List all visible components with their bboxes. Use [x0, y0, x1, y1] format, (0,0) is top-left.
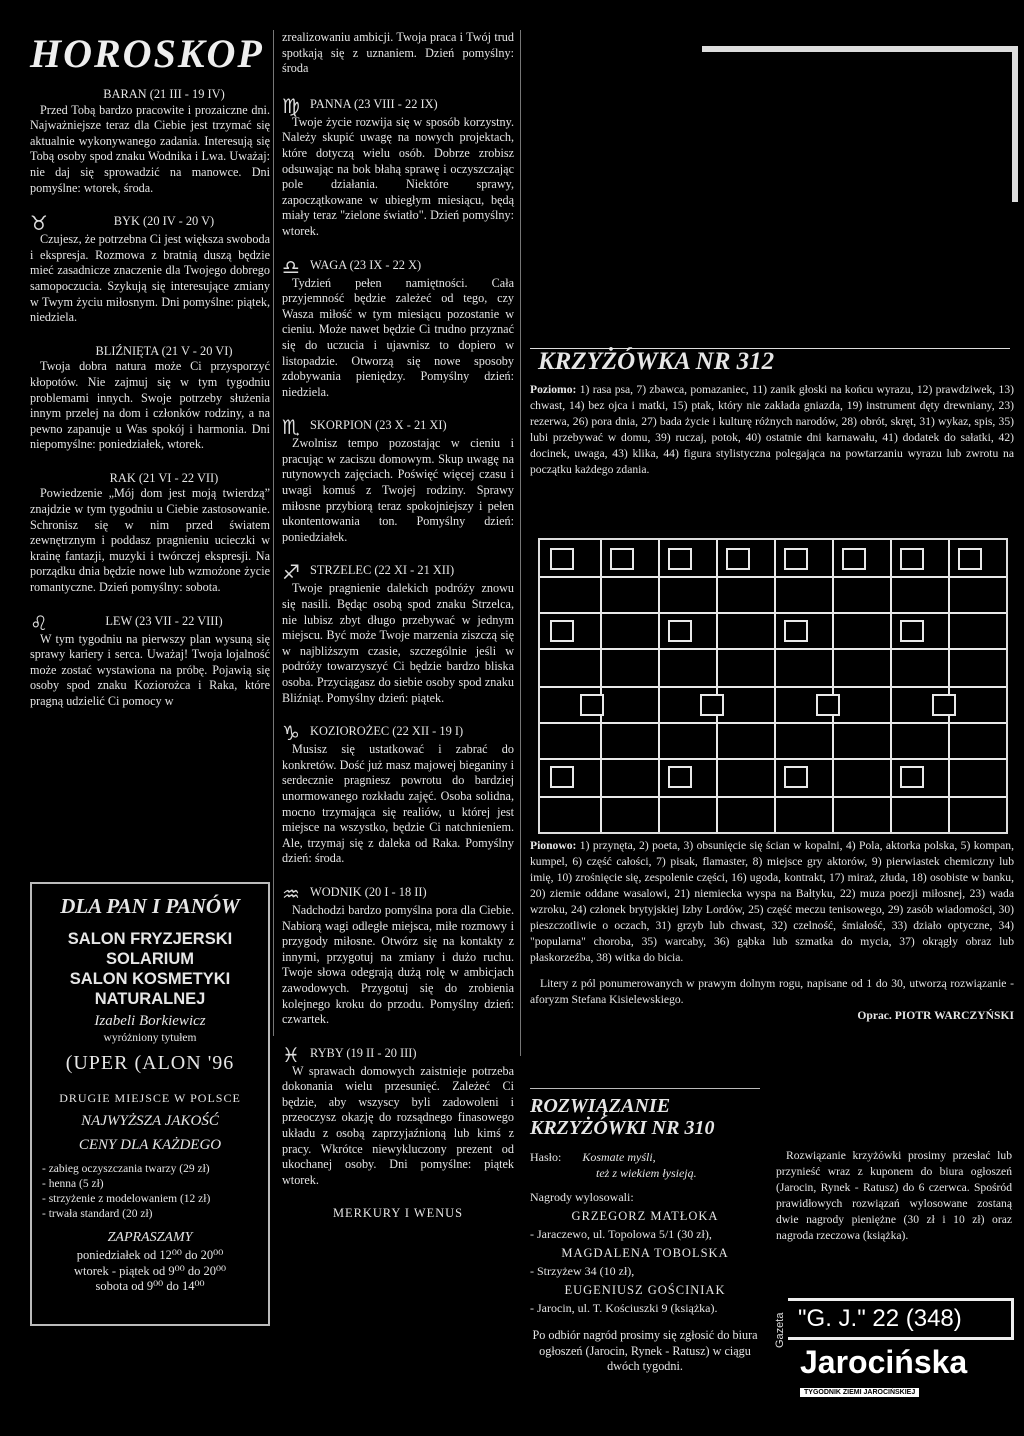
horoscope-entry [282, 415, 514, 545]
clues-down-label: Pionowo: [530, 839, 577, 852]
horoscope-text: Musisz się ustatkować i zabrać do konkretów. Dość już masz majowej bieganiny i serdecznie pragniesz powrotu do bardziej unormowanego rozkładu zajęć. Osoba solidna, mocno trzymająca się realiów, u której jest miejsce na wszystko, będzie Ci natchnieniem. Ale, trzymaj się z daleka od Raka. Pomyślny dzień: środa. [282, 742, 514, 866]
continued-text: zrealizowaniu ambicji. Twoja praca i Twój trud spotkają się z uznaniem. Dzień pomyślny: środa [282, 30, 514, 76]
horoscope-text: Powiedzenie „Mój dom jest moją twierdzą” znajdzie w tym tygodniu u Ciebie zastosowanie. Schronisz się w nim przed światem zewnętrznym i poddasz pragnieniu ucieczki w krainę fantazji, muzyki i twórczej ekspresji. Na porządku dnia będzie nowe lub wzmożone życie romantyczne. Dzień pomyślny: sobota. [30, 486, 270, 595]
send-instructions: Rozwiązanie krzyżówki prosimy przesłać lub przynieść wraz z kuponem do biura ogłoszeń (Jarocin, Rynek - Ratusz) do 6 czerwca. Spośród prawidłowych rozwiązań wylosowane zostaną dwie nagrody pieniężne (30 zł i 10 zł) oraz nagroda rzeczowa (książka). [776, 1149, 1012, 1242]
grid-line [540, 722, 1006, 724]
zodiac-sign-icon: ♉ [30, 211, 48, 236]
column-footer: MERKURY I WENUS [333, 1206, 463, 1221]
clues-down-text: 1) przynęta, 2) poeta, 3) obsunięcie się ścian w kopalni, 4) Pola, aktorka polska, 5) kompan, kumpel, 6) część całości, 7) pisak, flamaster, 8) miejsce gry aktorów, 9) pierwiastek chemiczny lub imię, 10) zrośnięcie się, zespolenie części, 16) ugoda, kontrakt, 17) miraż, złuda, 18) osobiste w banku, 20) ziemie oddane wasalowi, 21) niemiecka wyspa na Bałtyku, 22) muza poezji miłosnej, 23) wada wzroku, 24) członek brytyjskiej Izby Lordów, 25) część meczu tenisowego, 29) zasób wiadomości, 30) pieszczotliwie o oczach, 31) grzyb lub chwast, 32) czelność, śmiałość, 33) działo optyczne, 34) "popularna" choroba, 35) warcaby, 36) gąbka lub szmatka do mycia, 37) okrągły obraz lub płaskorzeźba, 38) witka do bicia. [530, 839, 1014, 964]
grid-cell[interactable] [726, 548, 750, 570]
grid-line [890, 540, 892, 832]
salon-advertisement [30, 882, 270, 1326]
grid-cell[interactable] [580, 694, 604, 716]
horoscope-header [282, 721, 514, 746]
zodiac-sign-icon: ♑ [282, 721, 300, 746]
grid-cell[interactable] [784, 620, 808, 642]
horoscope-entry [282, 560, 514, 706]
ad-service: - henna (5 zł) [42, 1178, 104, 1190]
newspaper-name: Jarocińska [800, 1344, 968, 1380]
winner-name: EUGENIUSZ GOŚCINIAK [564, 1283, 726, 1297]
ad-line: SALON KOSMETYKI [69, 970, 231, 988]
solution-title [530, 1088, 760, 1139]
ad-hours: poniedziałek od 12⁰⁰ do 20⁰⁰ [76, 1248, 224, 1262]
ad-hours: wtorek - piątek od 9⁰⁰ do 20⁰⁰ [74, 1263, 226, 1278]
horoscope-entry [30, 610, 270, 710]
column-rule [273, 30, 274, 1036]
horoscope-header [30, 87, 270, 103]
sign-name: WAGA (23 IX - 22 X) [310, 257, 422, 272]
grid-cell[interactable] [668, 620, 692, 642]
sign-name: RAK (21 VI - 22 VII) [109, 470, 219, 485]
solution-box [530, 1088, 760, 1375]
grid-line [658, 540, 660, 832]
sign-name: BARAN (21 III - 19 IV) [103, 87, 225, 101]
grid-cell[interactable] [784, 548, 808, 570]
horoscope-entry [282, 881, 514, 1028]
pickup-note: Po odbiór nagród prosimy się zgłosić do biura ogłoszeń (Jarocin, Rynek - Ratusz) w ciągu dwóch tygodni. [532, 1328, 758, 1374]
column-rule [520, 30, 521, 1056]
horoscope-entry [282, 254, 514, 401]
horoscope-entry [30, 471, 270, 596]
decorative-frame [702, 46, 1018, 202]
horoscope-entry [282, 721, 514, 867]
ad-service: - zabieg oczyszczania twarzy (29 zł) [42, 1163, 210, 1175]
zodiac-sign-icon: ♐ [282, 560, 300, 585]
sign-name: BYK (20 IV - 20 V) [113, 214, 215, 229]
grid-cell[interactable] [550, 548, 574, 570]
sign-name: KOZIOROŻEC (22 XII - 19 I) [310, 724, 464, 739]
horoscope-text: Twoja dobra natura może Ci przysporzyć kłopotów. Nie zajmuj się w tym tygodniu problemami innych. Swoje potrzeby służenia innym przelej na dom i członków rodziny, a na pewno zapanuje u Was spokój i harmonia. Dni niepomyślne: poniedziałek, wtorek. [30, 359, 270, 452]
horoscope-header [282, 1042, 514, 1067]
zodiac-sign-icon: ♓ [282, 1042, 300, 1067]
ad-place: DRUGIE MIEJSCE W POLSCE [59, 1091, 241, 1105]
grid-line [540, 576, 1006, 578]
zodiac-sign-icon: ♌ [30, 610, 48, 635]
ad-owner: Izabeli Borkiewicz [94, 1013, 206, 1029]
clues-across-text: 1) rasa psa, 7) zbawca, pomazaniec, 11) zanik głoski na końcu wyrazu, 12) prawdziwek, 13) chwast, 14) bez ojca i matki, 15) ptak, który nie zakłada gniazda, 19) instrument dęty drewniany, 23) rezerwa, 26) pora dnia, 27) bada życie i kulturę różnych narodów, 28) obrót, skręt, 31) wykaz, spis, 35) lubi przebywać w domu, 39) ruczaj, potok, 40) ostatnie dni karnawału, 41) dodatek do sałatki, 42) docinek, uwaga, 43) klika, 44) figura stylistyczna polegająca na powtarzaniu wyrazu lub zwrotu na początku każdego zdania. [530, 383, 1014, 476]
newspaper-subtitle: TYGODNIK ZIEMI JAROCIŃSKIEJ [800, 1388, 919, 1397]
winner-address: - Jaraczewo, ul. Topolowa 5/1 (30 zł), [530, 1227, 712, 1241]
horoscope-text: W tym tygodniu na pierwszy plan wysuną się sprawy kariery i serca. Uważaj! Twoja lojalność może zostać wystawiona na próbę. Pojawią się osoby spod znaku Koziorożca i Raka, które pragną udzielić Ci pomocy w [30, 631, 270, 708]
grid-cell[interactable] [610, 548, 634, 570]
zodiac-sign-icon: ♏ [282, 415, 300, 440]
grid-cell[interactable] [900, 766, 924, 788]
sign-name: RYBY (19 II - 20 III) [310, 1045, 417, 1060]
zodiac-sign-icon [30, 87, 58, 103]
grid-line [774, 540, 776, 832]
winner-address: - Strzyżew 34 (10 zł), [530, 1264, 635, 1278]
sign-name: PANNA (23 VIII - 22 IX) [310, 96, 438, 111]
horoscope-entry [30, 344, 270, 453]
issue-number: "G. J." 22 (348) [788, 1298, 1014, 1340]
horoscope-text: Przed Tobą bardzo pracowite i prozaiczne dni. Najważniejsze teraz dla Ciebie jest trzymać się aktualnie wykonywanego zadania. Interesują się Tobą osoby spod znaku Wodnika i Lwa. Uważaj: nie daj się sprowadzić na manowce. Dni pomyślne: wtorek, środa. [30, 102, 270, 195]
winner-name: MAGDALENA TOBOLSKA [561, 1246, 729, 1260]
horoscope-entry [282, 93, 514, 240]
grid-line [540, 648, 1006, 650]
horoscope-entries [282, 93, 514, 1189]
ad-services [32, 1162, 268, 1222]
ad-title: DLA PAN I PANÓW [60, 894, 240, 918]
solution-title-2: KRZYŻÓWKI NR 310 [530, 1117, 715, 1139]
ad-service: - trwała standard (20 zł) [42, 1208, 153, 1220]
crossword-note: Litery z pól ponumerowanych w prawym dolnym rogu, napisane od 1 do 30, utworzą rozwiązanie - aforyzm Stefana Kisielewskiego. [530, 977, 1014, 1006]
zodiac-sign-icon: ♍ [282, 93, 300, 118]
grid-cell[interactable] [900, 620, 924, 642]
grid-line [600, 540, 602, 832]
haslo-line-2: też z wiekiem łysieją. [596, 1166, 697, 1180]
grid-line [832, 540, 834, 832]
badge-vertical: Gazeta [774, 1312, 786, 1348]
ad-quality: NAJWYŻSZA JAKOŚĆ [81, 1113, 219, 1129]
grid-cell[interactable] [816, 694, 840, 716]
sign-name: STRZELEC (22 XI - 21 XII) [310, 563, 455, 578]
zodiac-sign-icon: ♒ [282, 881, 300, 906]
grid-cell[interactable] [784, 766, 808, 788]
horoscope-text: Twoje pragnienie dalekich podróży znowu się nasili. Będąc osobą spod znaku Strzelca, nie lubisz zbyt długo przebywać w jednym miejscu. Być może Twoje marzenia ziszczą się w najbliższym czasie, szczególnie jeśli w podróży towarzyszyć Ci będzie bardzo bliska osoba. Przyciągasz do siebie osoby spod znaku Bliźniąt. Pomyślny dzień: piątek. [282, 581, 514, 705]
grid-cell[interactable] [958, 548, 982, 570]
ad-line: SALON FRYZJERSKI [67, 930, 233, 948]
horoscope-header [282, 881, 514, 906]
grid-line [540, 686, 1006, 688]
sign-name: LEW (23 VII - 22 VIII) [105, 613, 223, 628]
sign-name: SKORPION (23 X - 21 XI) [310, 418, 447, 433]
grid-cell[interactable] [700, 694, 724, 716]
masthead: HOROSKOP [30, 31, 264, 76]
grid-cell[interactable] [932, 694, 956, 716]
crossword-title: KRZYŻÓWKA NR 312 [538, 348, 775, 375]
horoscope-text: Twoje życie rozwija się w sposób korzystny. Należy skupić uwagę na nowych projektach, które dotyczą wielu osób. Dobrze zrobisz odsuwając na bok błahą sprawę i oczyszczając pole działania. Niektóre sprawy, zapoczątkowane w ubiegłym miesiącu, będą miały teraz "zielone światło". Dzień pomyślny: wtorek. [282, 114, 514, 238]
zodiac-sign-icon [30, 471, 58, 487]
grid-cell[interactable] [668, 548, 692, 570]
crossword-author: Oprac. PIOTR WARCZYŃSKI [857, 1009, 1014, 1022]
grid-cell[interactable] [668, 766, 692, 788]
grid-cell[interactable] [550, 766, 574, 788]
ad-service: - strzyżenie z modelowaniem (12 zł) [42, 1193, 211, 1205]
winner-address: - Jarocin, ul. T. Kościuszki 9 (książka). [530, 1301, 718, 1315]
haslo-line-1: Kosmate myśli, [582, 1150, 656, 1164]
grid-line [540, 758, 1006, 760]
horoscope-text: Nadchodzi bardzo pomyślna pora dla Ciebie. Nabiorą wagi odległe miejsca, miłe rozmowy i przygody miłosne. Otwórz się na kontakty z innymi, przygotuj na zmiany i dużo ruchu. Twoje słowa odegrają dużą rolę w ambicjach zawodowych. Przygotuj się do zrobienia kolejnego kroku do przodu. Pomyślny dzień: czwartek. [282, 902, 514, 1027]
grid-cell[interactable] [842, 548, 866, 570]
sign-name: BLIŹNIĘTA (21 V - 20 VI) [95, 343, 233, 358]
solution-haslo [530, 1149, 760, 1165]
ad-line: NATURALNEJ [94, 990, 206, 1008]
horoscope-entry [282, 1042, 514, 1189]
horoscope-entries [30, 87, 270, 710]
horoscope-header [282, 93, 514, 118]
horoscope-text: Tydzień pełen namiętności. Cała przyjemność będzie zależeć od tego, czy Wasza miłość w tym miesiącu pozostanie w cieniu. Może nawet będzie Ci trudno przyznać się do uczucia i ujawnisz to dopiero w listopadzie. Otworzą się nowe sposoby zdobywania pieniędzy. Pomyślny dzień: niedziela. [282, 275, 514, 399]
winner-name: GRZEGORZ MATŁOKA [571, 1209, 719, 1223]
ad-invite: ZAPRASZAMY [107, 1230, 193, 1245]
solution-haslo-2 [530, 1165, 760, 1181]
horoscope-entry [30, 211, 270, 326]
sign-name: WODNIK (20 I - 18 II) [310, 884, 427, 899]
zodiac-sign-icon [30, 344, 58, 360]
newspaper-badge [774, 1298, 1014, 1408]
horoscope-header [30, 211, 270, 236]
horoscope-header [30, 344, 270, 360]
crossword-grid [538, 538, 1008, 834]
ad-price: CENY DLA KAŻDEGO [78, 1137, 222, 1153]
ad-line: SOLARIUM [106, 950, 194, 968]
horoscope-text: Zwolnisz tempo pozostając w cieniu i pracując w zaciszu domowym. Skup uwagę na rutynowych zajęciach. Poświęć więcej czasu i uwagi komuś z Twojej rodziny. Sprawy miłosne przybiorą teraz spokojniejszy i pełen ukontentowania ton. Pomyślny dzień: poniedziałek. [282, 436, 514, 544]
grid-line [948, 540, 950, 832]
clues-across [530, 382, 1014, 478]
drawn-label: Nagrody wylosowali: [530, 1190, 634, 1204]
clues-down [530, 838, 1014, 966]
horoscope-text: W sprawach domowych zaistnieje potrzeba dokonania wielu przesunięć. Zależeć Ci będzie, aby wszyscy byli zadowoleni i przeoczysz okazję do rozsądnego finasowego układu z osobą zaprzyjaźnioną lub kimś z pracy. Wkrótce niewykluczony prezent od ukochanej osoby. Dni pomyślne: piątek wtorek. [282, 1063, 514, 1187]
grid-cell[interactable] [900, 548, 924, 570]
horoscope-header [282, 560, 514, 585]
grid-line [540, 612, 1006, 614]
ad-logo: (UPER (ALON '96 [65, 1052, 235, 1074]
haslo-label: Hasło: [530, 1150, 562, 1164]
solution-title-1: ROZWIĄZANIE [530, 1095, 671, 1117]
horoscope-entry [30, 87, 270, 196]
zodiac-sign-icon: ♎ [282, 254, 300, 279]
horoscope-header [282, 254, 514, 279]
horoscope-header [30, 610, 270, 635]
ad-hours: sobota od 9⁰⁰ do 14⁰⁰ [95, 1279, 205, 1293]
ad-distinction: wyróżniony tytułem [103, 1032, 197, 1044]
horoscope-column-2 [282, 30, 514, 1424]
horoscope-header [282, 415, 514, 440]
clues-across-label: Poziomo: [530, 383, 577, 396]
crossword-column [530, 30, 1014, 1424]
grid-line [540, 796, 1006, 798]
horoscope-text: Czujesz, że potrzebna Ci jest większa swoboda i ekspresja. Rozmowa z bratnią duszą będzie mieć zasadnicze znaczenie dla Twojego dobrego samopoczucia. Szykują się interesujące zmiany w Twym życiu miłosnym. Dni pomyślne: piątek, niedziela. [30, 232, 270, 325]
horoscope-header [30, 471, 270, 487]
grid-line [716, 540, 718, 832]
grid-cell[interactable] [550, 620, 574, 642]
